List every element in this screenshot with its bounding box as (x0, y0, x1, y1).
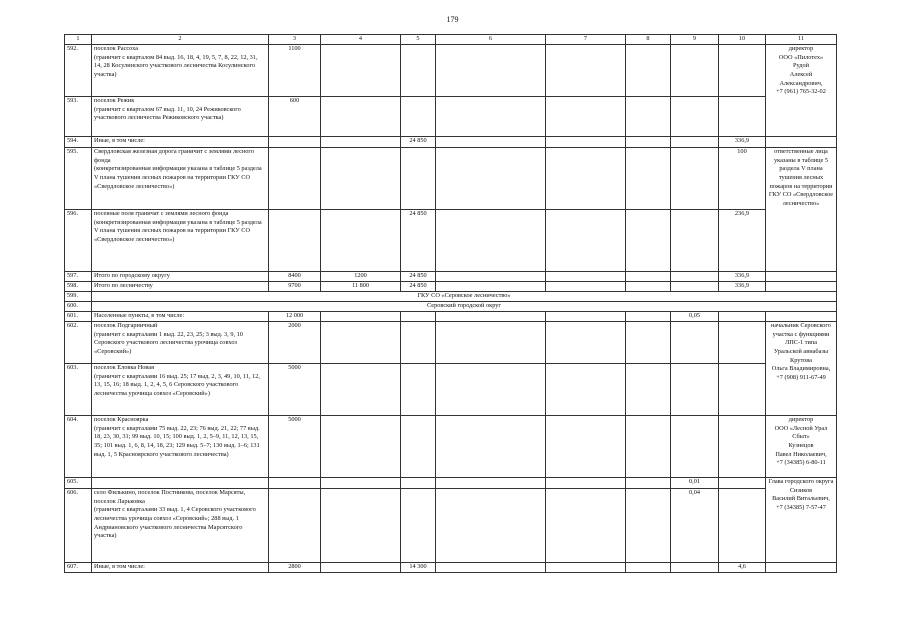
table-row (65, 97, 837, 137)
page-number: 179 (446, 15, 459, 24)
row-number: 592. (65, 45, 92, 97)
col-header-10: 10 (719, 35, 766, 45)
cell-col3: 8400 (269, 272, 321, 282)
table-row (65, 272, 837, 282)
cell-col3: 1100 (269, 45, 321, 97)
settlement-name: поселок Еловка Новая (граничит с кварталами 16 выд. 25; 17 выд. 2, 3, 49, 10, 11, 12, 13, 15, 16; 18 выд. 1, 2, 4, 5, 6 Серовского участкового лесничества урочища совхоз «Серовский») (92, 364, 269, 416)
cell-col3: 600 (269, 97, 321, 137)
col-header-7: 7 (546, 35, 626, 45)
table-row (65, 364, 837, 416)
row-number: 607. (65, 563, 92, 573)
cell-col3: 12 000 (269, 312, 321, 322)
cell-col3: 2800 (269, 563, 321, 573)
column-number-row (65, 35, 837, 45)
responsible-contact: ответственные лица указаны в таблице 5 раздела V плана тушения лесных пожаров на территории ГКУ СО «Свердловское лесничество» (766, 148, 837, 272)
col-header-5: 5 (401, 35, 436, 45)
responsible-contact: директор ООО «Лесной Урал Сбыт» Кузнецов Павел Николаевич, +7 (34385) 6-80-11 (766, 416, 837, 478)
cell-col10: 336,9 (719, 137, 766, 148)
responsible-contact: директор ООО «Пилотех» Рудой Алексей Александрович, +7 (961) 765-32-02 (766, 45, 837, 137)
settlement-name: поселок Рассоха (граничит с кварталом 84 выд. 16, 18, 4, 19, 5, 7, 8, 22, 12, 31, 14, 28 Косулинского участкового лесничества Косулинского участка) (92, 45, 269, 97)
section-heading: Серовский городской округ (92, 302, 837, 312)
table-row (65, 282, 837, 292)
row-number: 595. (65, 148, 92, 210)
settlement-name: Свердловская железная дорога граничит с землями лесного фонда (конкретизированная информация указана в таблице 5 раздела V плана тушения лесных пожаров на территории ГКУ СО «Свердловское лесничество») (92, 148, 269, 210)
cell-col10: 336,9 (719, 282, 766, 292)
col-header-8: 8 (626, 35, 671, 45)
table-row (65, 416, 837, 478)
settlement-name: Иные, в том числе: (92, 563, 269, 573)
settlement-name: поселок Красноярка (граничит с кварталами 75 выд. 22, 23; 76 выд. 21, 22; 77 выд. 18, 23, 30, 31; 99 выд. 10, 15; 100 выд. 1, 2, 5–9, 11, 12, 13, 15, 35; 101 выд. 1, 6, 8, 14, 18, 23; 129 выд. 5–7; 130 выд. 1–6; 131 выд. 1, 5 Красноярского участкового лесничества) (92, 416, 269, 478)
cell-col10: 336,9 (719, 272, 766, 282)
settlement-name: село Филькино, поселок Постникова, поселок Марсяты, поселок Ларьковка (граничит с кварталами 33 выд. 1, 4 Серовского участкового лесничества урочища совхоз «Серовский»; 288 выд. 1 Андриановского участкового лесничества Марсятского участка) (92, 489, 269, 563)
cell-col5: 14 300 (401, 563, 436, 573)
row-number: 593. (65, 97, 92, 137)
cell-col3: 2000 (269, 322, 321, 364)
responsible-contact: Глава городского округа Сизиков Василий Витальевич, +7 (34385) 7-57-47 (766, 478, 837, 563)
row-number: 606. (65, 489, 92, 563)
cell-col3: 9700 (269, 282, 321, 292)
cell-col9: 0,05 (671, 312, 719, 322)
section-heading: ГКУ СО «Серовское лесничество» (92, 292, 837, 302)
row-number: 598. (65, 282, 92, 292)
settlement-name: Итого по лесничеству (92, 282, 269, 292)
responsible-contact: начальник Серовского участка с функциями ЛПС-1 типа Уральской авиабазы Крутова Ольга Владимировна, +7 (908) 911-67-49 (766, 322, 837, 416)
cell-col5: 24 850 (401, 137, 436, 148)
row-number: 600. (65, 302, 92, 312)
cell-col10: 100 (719, 148, 766, 210)
settlement-name: поселок Режик (граничит с кварталом 67 выд. 11, 10, 24 Режиковского участкового лесничества Режиковского участка) (92, 97, 269, 137)
col-header-9: 9 (671, 35, 719, 45)
cell-col10: 236,9 (719, 210, 766, 272)
table-row (65, 322, 837, 364)
cell-col4: 11 800 (321, 282, 401, 292)
table-row (65, 148, 837, 210)
cell-col3: 5000 (269, 416, 321, 478)
cell-col9: 0,01 (671, 478, 719, 489)
settlement-name: посевные поля граничат с землями лесного фонда (конкретизированная информация указана в таблице 5 раздела V плана тушения лесных пожаров на территории ГКУ СО «Свердловское лесничество») (92, 210, 269, 272)
table-row (65, 137, 837, 148)
cell-col4: 1200 (321, 272, 401, 282)
table-row (65, 563, 837, 573)
col-header-1: 1 (65, 35, 92, 45)
fire-plan-table (64, 34, 837, 573)
cell-col10: 4,6 (719, 563, 766, 573)
col-header-2: 2 (92, 35, 269, 45)
settlement-name: Иные, в том числе: (92, 137, 269, 148)
col-header-3: 3 (269, 35, 321, 45)
settlement-name: поселок Подгарничный (граничит с кварталами 1 выд. 22, 23, 25; 3 выд. 3, 9, 10 Серовского участкового лесничества урочища совхоз «Серовский») (92, 322, 269, 364)
row-number: 594. (65, 137, 92, 148)
cell-col5: 24 850 (401, 210, 436, 272)
row-number: 597. (65, 272, 92, 282)
table-row (65, 292, 837, 302)
cell-col9: 0,04 (671, 489, 719, 563)
row-number: 603. (65, 364, 92, 416)
row-number: 601. (65, 312, 92, 322)
table-row (65, 45, 837, 97)
cell-col3: 5000 (269, 364, 321, 416)
table-row (65, 312, 837, 322)
settlement-name: Населенные пункты, в том числе: (92, 312, 269, 322)
col-header-4: 4 (321, 35, 401, 45)
row-number: 599. (65, 292, 92, 302)
row-number: 604. (65, 416, 92, 478)
table-row (65, 302, 837, 312)
cell-col5: 24 850 (401, 282, 436, 292)
row-number: 596. (65, 210, 92, 272)
table-row (65, 478, 837, 489)
row-number: 602. (65, 322, 92, 364)
cell-col5: 24 850 (401, 272, 436, 282)
settlement-name: Итого по городскому округу (92, 272, 269, 282)
col-header-6: 6 (436, 35, 546, 45)
table-row (65, 489, 837, 563)
table-row (65, 210, 837, 272)
col-header-11: 11 (766, 35, 837, 45)
row-number: 605. (65, 478, 92, 489)
